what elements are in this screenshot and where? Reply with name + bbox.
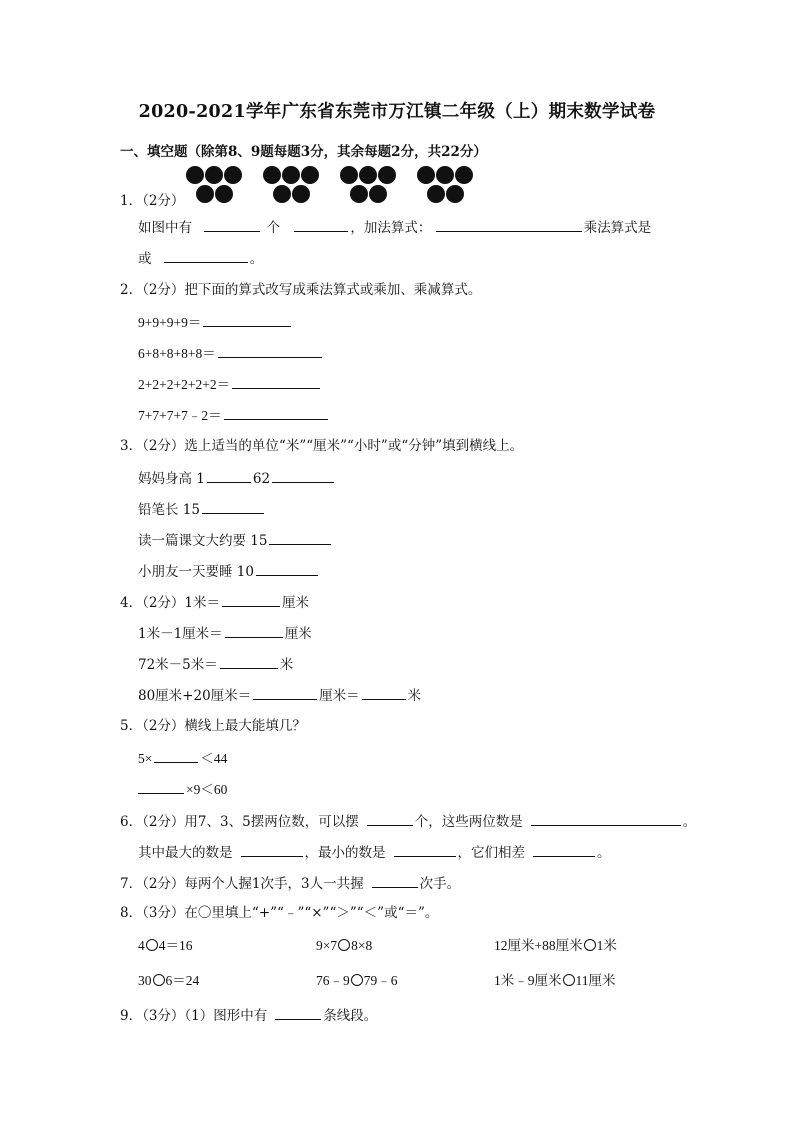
q5-line2 (138, 779, 227, 799)
answer-blank[interactable] (394, 842, 456, 857)
q8-item (494, 937, 617, 955)
answer-circle[interactable] (146, 939, 158, 951)
dot (417, 166, 435, 184)
q6-text: 个，这些两位数是 (414, 814, 523, 830)
dot (224, 166, 242, 184)
answer-blank[interactable] (436, 217, 582, 232)
q8-text: 1米﹣9厘米 (494, 973, 562, 988)
q2-expr: 2+2+2+2+2+2＝ (138, 377, 231, 392)
dot (378, 166, 396, 184)
dot (369, 185, 387, 203)
q6-text: 。 (682, 814, 697, 830)
q3-pencil (138, 499, 266, 519)
q8-text: 76﹣9 (316, 973, 350, 988)
dot (340, 166, 358, 184)
q2-item (138, 343, 324, 363)
answer-blank[interactable] (220, 654, 278, 669)
answer-blank[interactable] (203, 312, 291, 327)
dot (282, 166, 300, 184)
q3-mom (138, 468, 336, 488)
exam-title: 2020-2021学年广东省东莞市万江镇二年级（上）期末数学试卷 (138, 102, 656, 122)
q2-item (138, 312, 293, 332)
answer-blank[interactable] (224, 405, 328, 420)
q1-text: 如图中有 (138, 220, 192, 236)
q3-sleep (138, 561, 320, 581)
dot (273, 185, 291, 203)
q2-expr: 7+7+7+7﹣2＝ (138, 408, 222, 423)
dot (455, 166, 473, 184)
dot (446, 185, 464, 203)
answer-blank[interactable] (372, 873, 418, 888)
q2-expr: 9+9+9+9＝ (138, 315, 202, 330)
q4-line3 (138, 654, 293, 674)
q7-text: 次手。 (419, 876, 461, 892)
q8-item (138, 972, 199, 990)
answer-blank[interactable] (362, 685, 406, 700)
q5-line1 (138, 748, 227, 768)
q8-item (138, 937, 193, 955)
answer-blank[interactable] (218, 343, 322, 358)
q1-text: ，加法算式： (350, 220, 432, 236)
answer-blank[interactable] (202, 499, 264, 514)
q6-text: 其中最大的数是 (138, 845, 233, 861)
answer-blank[interactable] (256, 561, 318, 576)
q1-text: 个 (266, 220, 281, 236)
q8-text: 8×8 (351, 938, 373, 953)
q8-text: 4 (138, 938, 145, 953)
q4-text: 80厘米+20厘米＝ (138, 688, 252, 704)
q6-heading (120, 811, 696, 831)
q3-text: 妈妈身高 1 (138, 471, 205, 487)
answer-blank[interactable] (269, 530, 331, 545)
q8-item (316, 972, 398, 990)
dot (292, 185, 310, 203)
q3-text: 62 (252, 471, 271, 487)
q4-line2 (138, 623, 312, 643)
q2-item (138, 405, 330, 425)
q4-text: 厘米＝ (319, 688, 360, 704)
dot (196, 185, 214, 203)
q4-text: 厘米 (284, 626, 312, 642)
q5-heading: 5．（2分）横线上最大能填几？ (120, 718, 306, 734)
q3-text: 铅笔长 15 (138, 502, 200, 518)
answer-blank[interactable] (272, 468, 334, 483)
dot (350, 185, 368, 203)
q4-text: 4．（2分）1米＝ (120, 595, 221, 611)
answer-blank[interactable] (275, 1005, 321, 1020)
q6-text: ，它们相差 (457, 845, 525, 861)
q1-heading: 1．（2分） (120, 193, 185, 209)
q1-text: 乘法算式是 (583, 220, 652, 236)
answer-blank[interactable] (204, 217, 260, 232)
answer-circle[interactable] (351, 974, 363, 986)
dot (186, 166, 204, 184)
answer-blank[interactable] (367, 811, 413, 826)
answer-circle[interactable] (338, 939, 350, 951)
answer-blank[interactable] (531, 811, 681, 826)
q7-text: 7．（2分）每两个人握1次手，3人一共握 (120, 876, 364, 892)
q2-expr: 6+8+8+8+8＝ (138, 346, 216, 361)
q8-text: 79﹣6 (363, 973, 398, 988)
q4-heading (120, 592, 309, 612)
q5-text: ＜44 (200, 751, 228, 766)
answer-blank[interactable] (253, 685, 317, 700)
q5-text: 5× (138, 751, 153, 766)
section-heading: 一、填空题（除第8、9题每题3分，其余每题2分，共22分） (120, 144, 487, 160)
answer-blank[interactable] (207, 468, 251, 483)
answer-blank[interactable] (533, 842, 595, 857)
q5-text: ×9＜60 (186, 782, 228, 797)
answer-blank[interactable] (225, 623, 283, 638)
q8-text: 1米 (596, 938, 617, 953)
answer-blank[interactable] (241, 842, 303, 857)
answer-blank[interactable] (164, 248, 248, 263)
q3-read (138, 530, 333, 550)
answer-blank[interactable] (222, 592, 280, 607)
q3-text: 读一篇课文大约要 15 (138, 533, 268, 549)
q8-text: 30 (138, 973, 152, 988)
q8-heading: 8．（3分）在〇里填上“+”“﹣”“×”“＞”“＜”或“＝”。 (120, 905, 439, 921)
q8-text: 12厘米+88厘米 (494, 938, 583, 953)
q4-text: 72米－5米＝ (138, 657, 218, 673)
answer-circle[interactable] (584, 939, 596, 951)
q9-text: 9．（3分）（1）图形中有 (120, 1008, 268, 1024)
q7-heading (120, 873, 460, 893)
q9-heading (120, 1005, 377, 1025)
q8-text: 11厘米 (575, 973, 616, 988)
q8-item (316, 937, 372, 955)
q6-text: 6．（2分）用7、3、5摆两位数，可以摆 (120, 814, 359, 830)
q4-text: 厘米 (282, 595, 310, 611)
q1-text: 。 (249, 251, 264, 267)
q3-text: 小朋友一天要睡 10 (138, 564, 254, 580)
q8-text: 4＝16 (158, 938, 193, 953)
q6-text: ，最小的数是 (304, 845, 386, 861)
dot (205, 166, 223, 184)
q2-heading: 2．（2分）把下面的算式改写成乘法算式或乘加、乘减算式。 (120, 282, 482, 298)
answer-circle[interactable] (563, 974, 575, 986)
answer-blank[interactable] (138, 779, 184, 794)
q6-text: 。 (597, 845, 611, 861)
q2-item (138, 374, 322, 394)
answer-blank[interactable] (232, 374, 320, 389)
q6-line2 (138, 842, 611, 862)
answer-blank[interactable] (294, 217, 348, 232)
dot (215, 185, 233, 203)
q9-text: 条线段。 (323, 1008, 378, 1024)
dot (359, 166, 377, 184)
q8-item (494, 972, 616, 990)
q1-text: 或 (138, 251, 152, 267)
q1-line2 (138, 248, 263, 268)
q3-heading: 3．（2分）选上适当的单位“米”“厘米”“小时”或“分钟”填到横线上。 (120, 438, 524, 454)
dot (427, 185, 445, 203)
dot (436, 166, 454, 184)
q4-text: 米 (407, 688, 422, 704)
q4-line4 (138, 685, 421, 705)
dot (301, 166, 319, 184)
answer-circle[interactable] (153, 974, 165, 986)
dot (263, 166, 281, 184)
q8-text: 9×7 (316, 938, 338, 953)
q4-text: 1米－1厘米＝ (138, 626, 223, 642)
q1-line1 (138, 217, 651, 237)
answer-blank[interactable] (154, 748, 198, 763)
q8-text: 6＝24 (165, 973, 200, 988)
q4-text: 米 (279, 657, 294, 673)
